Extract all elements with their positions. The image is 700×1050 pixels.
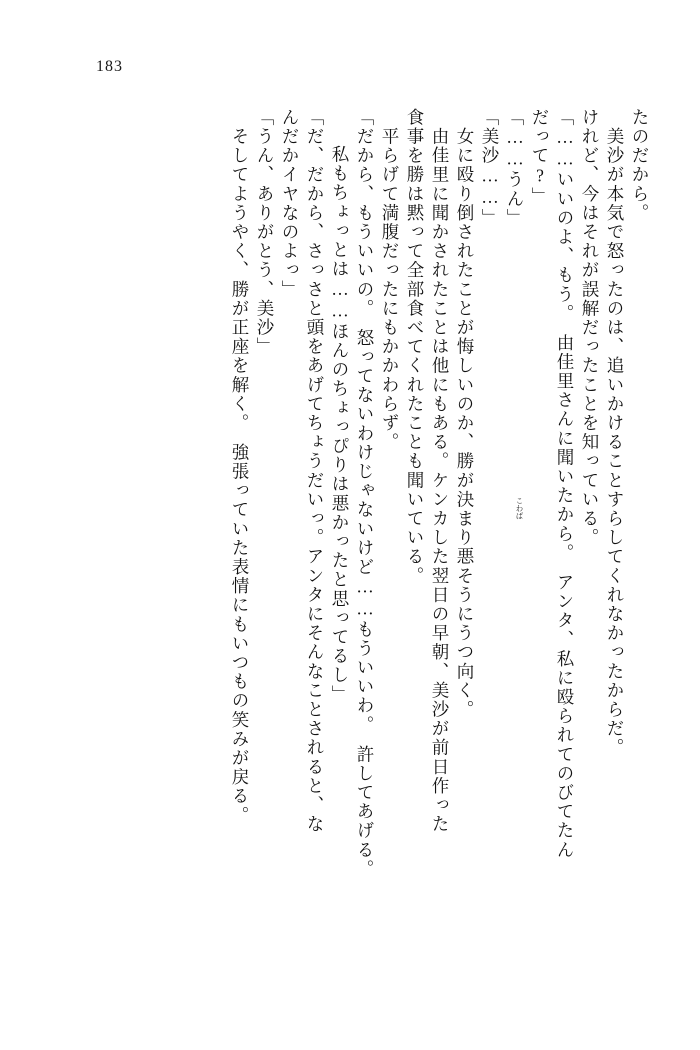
vertical-text-block: [52, 108, 648, 948]
page-number: 183: [96, 58, 123, 75]
text-line: 「うん、ありがとう、美沙」: [255, 108, 275, 357]
text-line: たのだから。: [630, 108, 650, 223]
text-line: 「美沙……」: [480, 108, 500, 228]
text-line: んだかイヤなのよっ」: [280, 108, 300, 299]
text-line: 「だ、だから、さっさと頭をあげてちょうだいっ。アンタにそんなことされると、な: [305, 108, 325, 834]
text-line: 「……うん」: [505, 108, 525, 228]
text-line: けれど、今はそれが誤解だったことを知っている。: [580, 108, 600, 548]
text-line: 平らげて満腹だったにもかかわらず。: [380, 108, 400, 452]
text-line: 食事を勝は黙って全部食べてくれたことも聞いている。: [405, 108, 425, 586]
text-line: 女に殴り倒されたことが悔しいのか、勝が決まり悪そうにうつ向く。: [455, 108, 475, 720]
text-line: だって?」: [530, 108, 550, 206]
text-line: 「だから、もういいの。 怒ってないわけじゃないけど……もういいわ。 許してあげる。: [355, 108, 375, 879]
text-line: 「……いいのよ、もう。 由佳里さんに聞いたから。 アンタ、私に殴られてのびてたん: [555, 108, 575, 860]
text-line: 由佳里に聞かされたことは他にもある。ケンカした翌日の早朝、美沙が前日作った: [430, 108, 450, 834]
text-line: そしてようやく、勝が正座を解く。 強張っていた表情にもいつもの笑みが戻る。: [230, 108, 250, 826]
ruby-annotation: こわば: [515, 497, 524, 520]
text-line: 私もちょっとは……ほんのちょっぴりは悪かったと思ってるし」: [330, 126, 350, 704]
text-line: 美沙が本気で怒ったのは、追いかけることすらしてくれなかったからだ。: [605, 108, 625, 758]
